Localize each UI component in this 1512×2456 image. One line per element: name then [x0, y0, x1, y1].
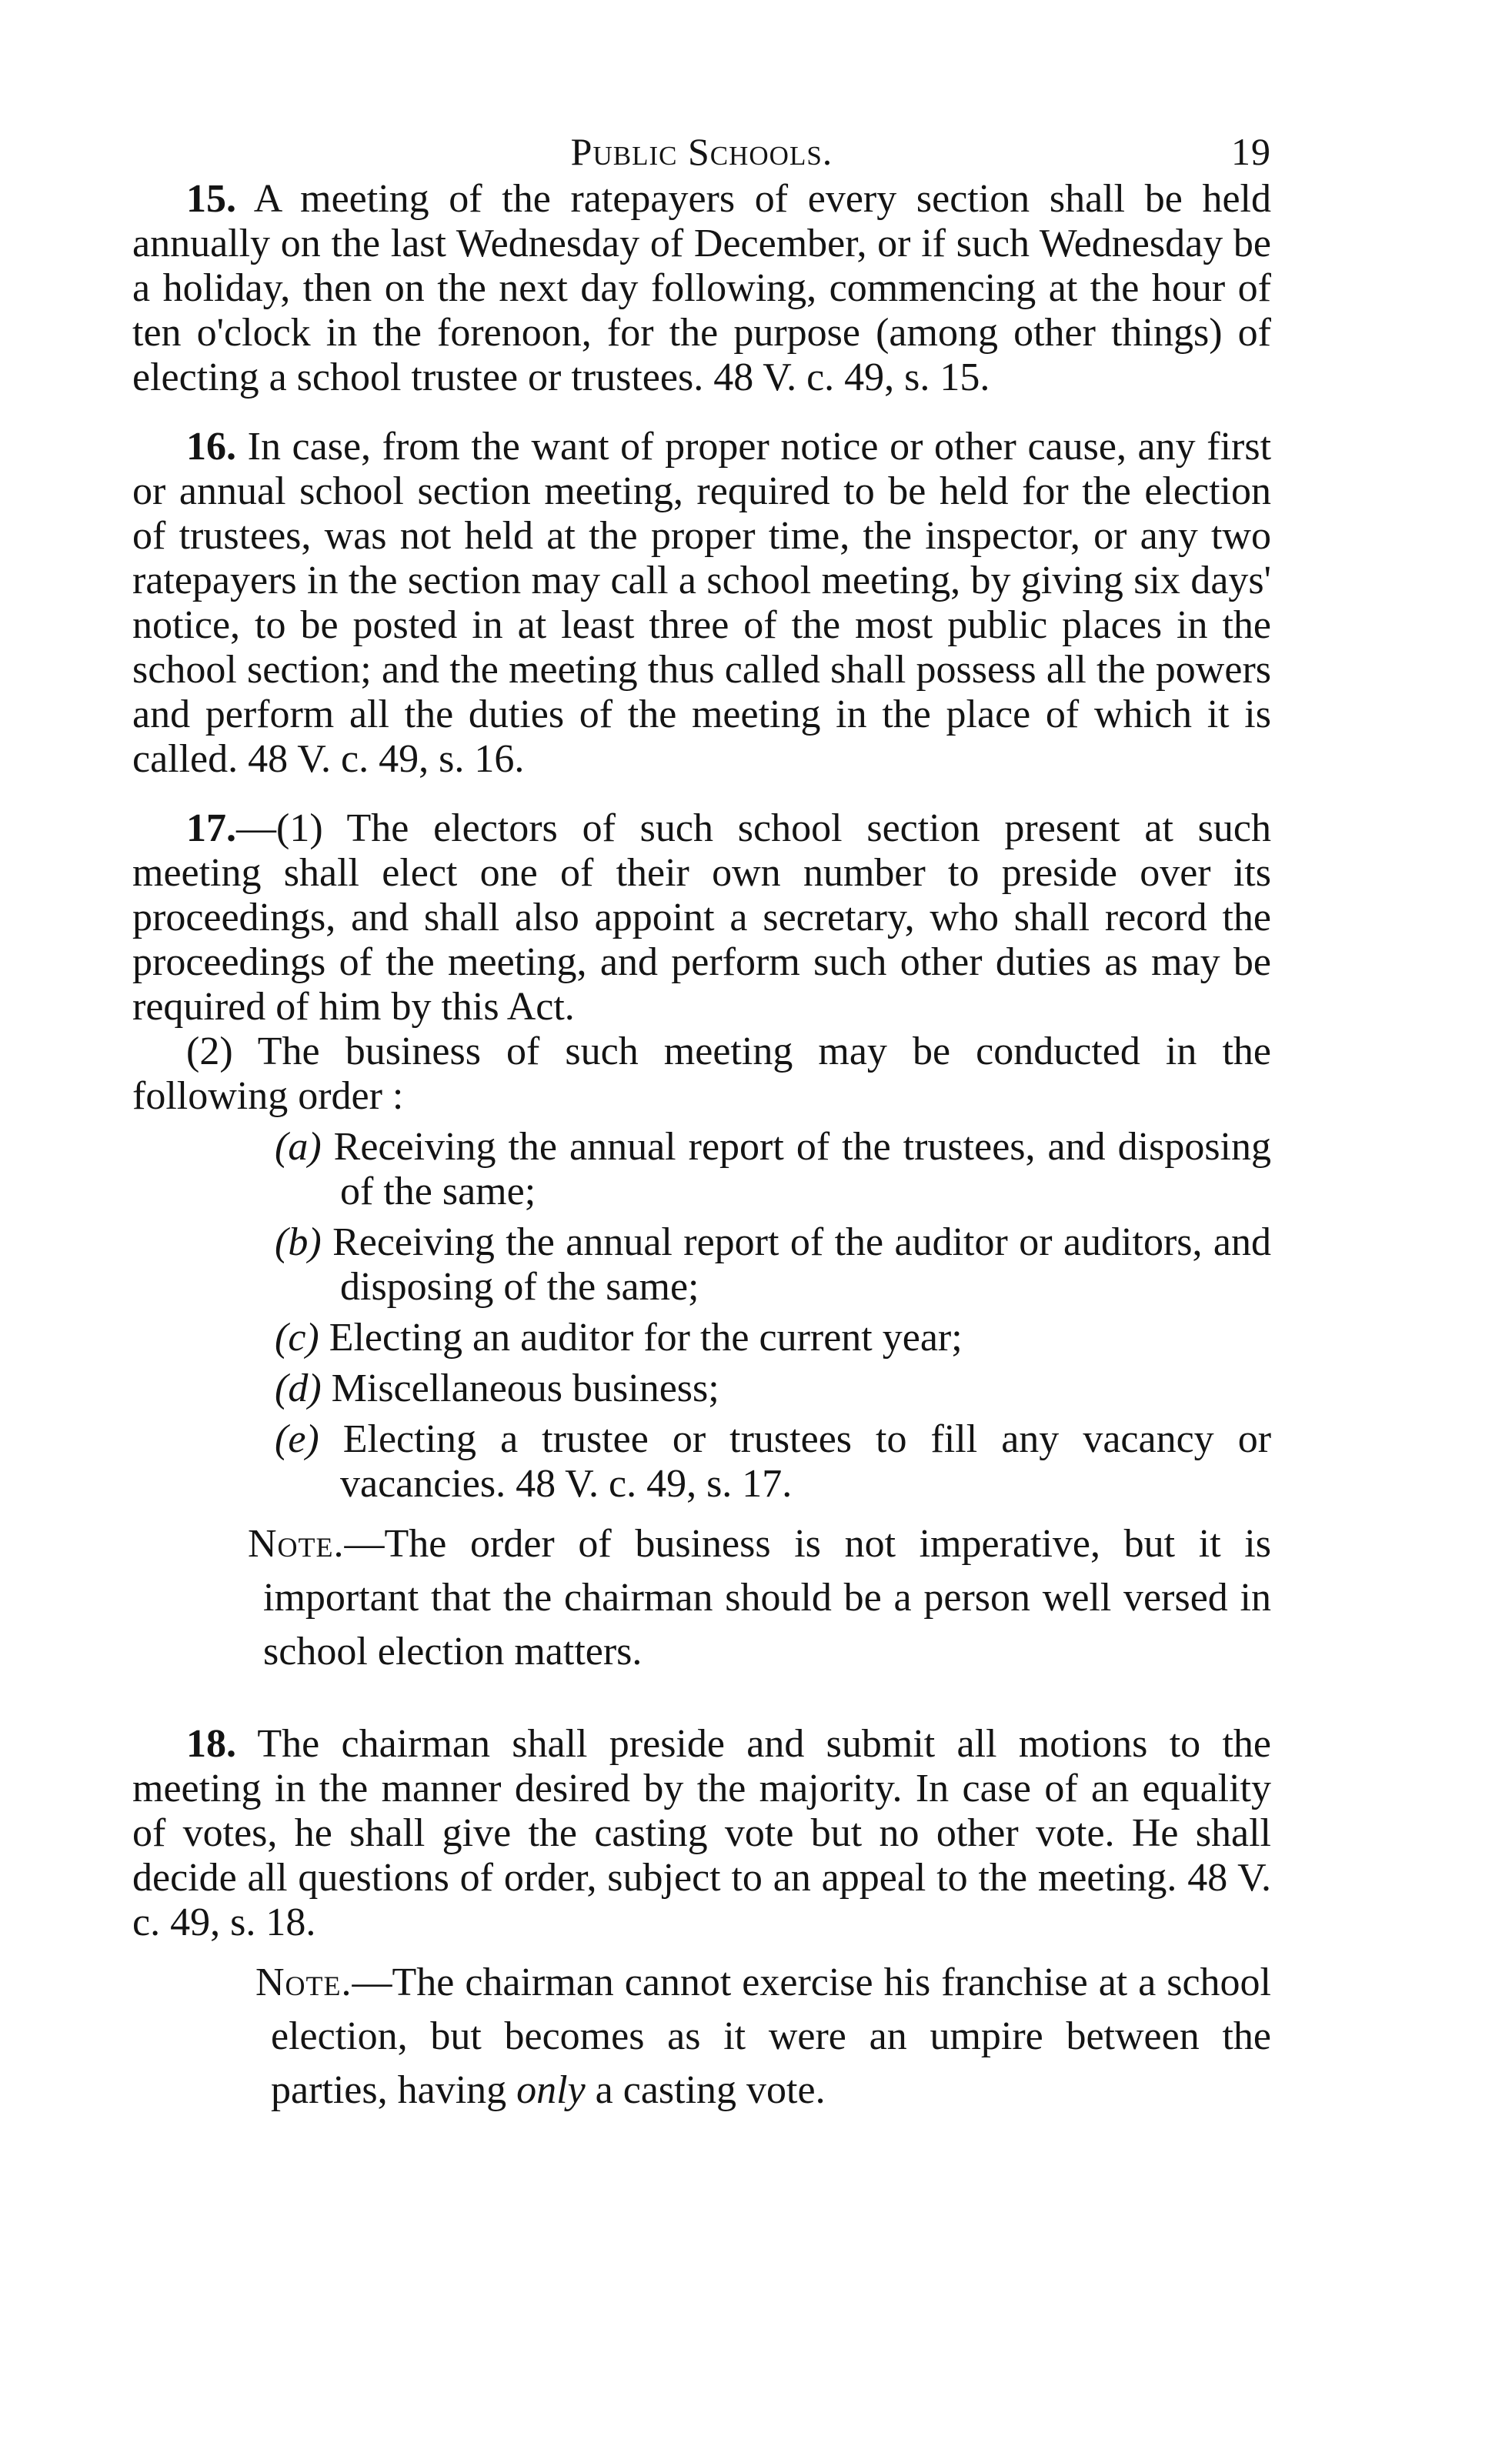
section-15	[132, 177, 1271, 400]
item-label: (c)	[275, 1316, 319, 1360]
item-label: (b)	[275, 1220, 322, 1264]
section-number: 18.	[186, 1722, 236, 1766]
item-text: Electing an auditor for the current year;	[329, 1316, 963, 1360]
item-text: Receiving the annual report of the trustees, and disposing of the same;	[333, 1125, 1272, 1213]
note-section-17	[132, 1517, 1271, 1679]
note-text: —The chairman cannot exercise his franchise at a school election, but becomes as it were an umpire between the parties, having	[271, 1960, 1271, 2112]
page	[132, 92, 1271, 2117]
item-text: Electing a trustee or trustees to fill any vacancy or vacancies. 48 V. c. 49, s. 17.	[340, 1417, 1272, 1506]
item-label: (d)	[275, 1366, 322, 1410]
section-text: In case, from the want of proper notice or other cause, any first or annual school section meeting, required to be held for the election of trustees, was not held at the proper time, the inspector, or any two ratepayers in the section may call a school meeting, by giving six days' notice, to be posted in at least three of the most public places in the school section; and the meeting thus called shall possess all the powers and perform all the duties of the meeting in the place of which it is called. 48 V. c. 49, s. 16.	[132, 425, 1272, 781]
list-item	[132, 1125, 1271, 1214]
section-text: The chairman shall preside and submit all motions to the meeting in the manner desired by the majority. In case of an equality of votes, he shall give the casting vote but no other vote. He shall decide all questions of order, subject to an appeal to the meeting. 48 V. c. 49, s. 18.	[132, 1722, 1271, 1944]
section-text: A meeting of the ratepayers of every section shall be held annually on the last Wednesday of December, or if such Wednesday be a holiday, then on the next day following, commencing at the hour of ten o'clock in the forenoon, for the purpose (among other things) of electing a school trustee or trustees. 48 V. c. 49, s. 15.	[132, 177, 1271, 399]
item-text: Miscellaneous business;	[331, 1366, 719, 1410]
note-text: —The order of business is not imperative, but it is important that the chairman should be a person well versed in school election matters.	[263, 1522, 1271, 1673]
section-number: 17.	[186, 806, 236, 850]
section-number: 16.	[186, 425, 236, 469]
section-number: 15.	[186, 177, 236, 221]
page-number: 19	[1231, 130, 1271, 173]
note-text-end: a casting vote.	[585, 2068, 826, 2112]
note-label: Note.	[248, 1522, 345, 1566]
section-16	[132, 425, 1271, 782]
subsection-1-text: —(1) The electors of such school section present at such meeting shall elect one of their own number to preside over its proceedings, and shall also appoint a secretary, who shall record the proceedings of the meeting, and perform such other duties as may be required of him by this Act.	[132, 806, 1271, 1029]
subsection-2: (2) The business of such meeting may be conducted in the following order :	[132, 1029, 1271, 1118]
running-title: Public Schools.	[570, 130, 833, 173]
item-label: (a)	[275, 1125, 322, 1169]
list-item	[132, 1220, 1271, 1310]
list-item	[132, 1417, 1271, 1507]
item-label: (e)	[275, 1417, 319, 1461]
running-head	[132, 92, 1271, 177]
list-item	[132, 1316, 1271, 1360]
section-18	[132, 1722, 1271, 1945]
list-item	[132, 1366, 1271, 1411]
note-section-18	[132, 1956, 1271, 2117]
item-text: Receiving the annual report of the auditor or auditors, and disposing of the same;	[332, 1220, 1272, 1309]
section-17	[132, 806, 1271, 1029]
note-label: Note.	[255, 1960, 352, 2004]
note-emphasis: only	[516, 2068, 586, 2112]
